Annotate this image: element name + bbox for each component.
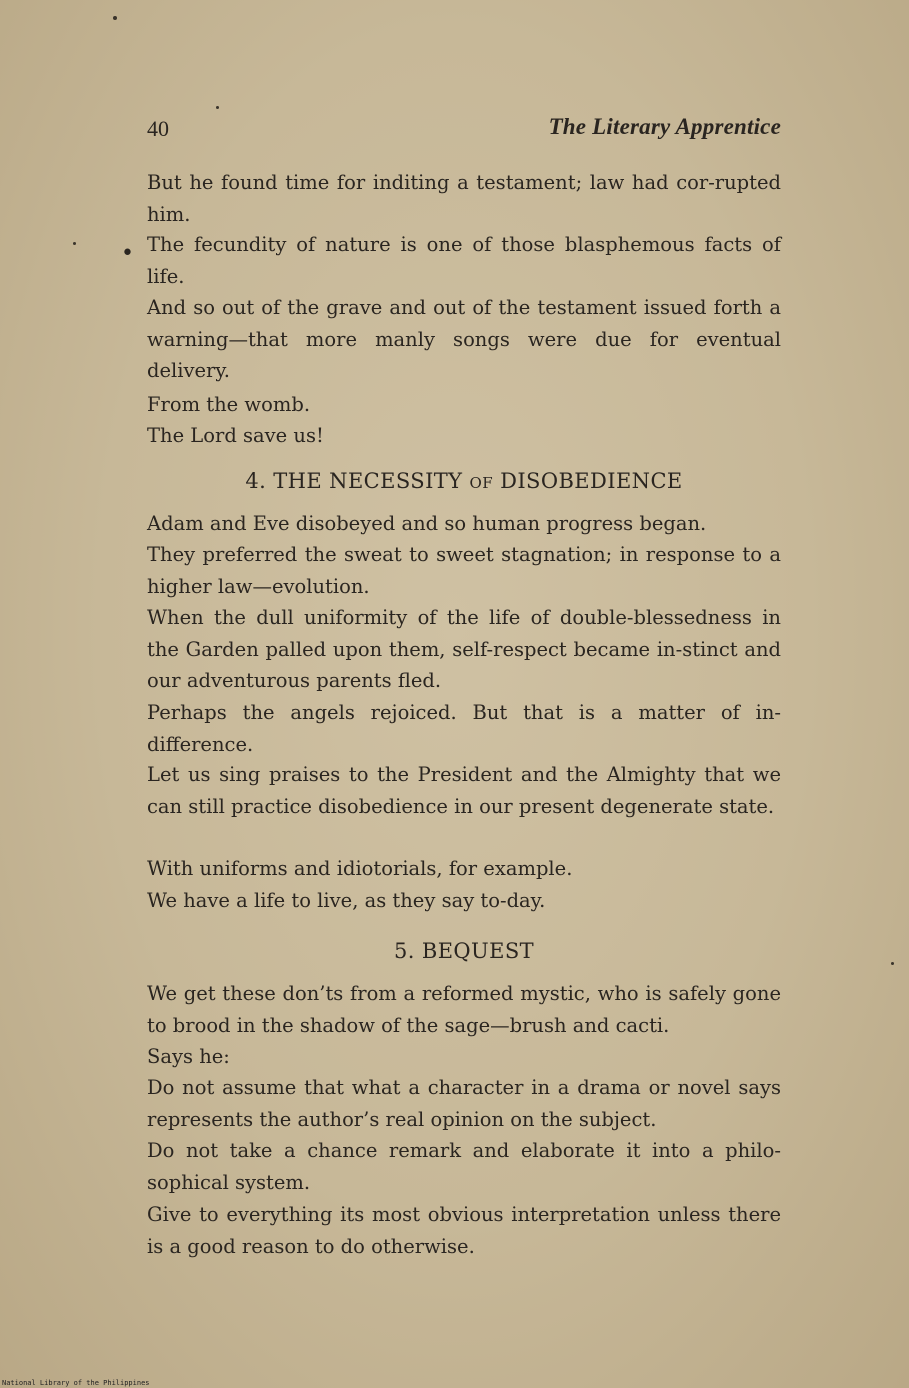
paragraph: With uniforms and idiotorials, for example. [147,857,573,880]
ink-speck [73,242,76,245]
section-number: 4. [245,469,267,493]
paragraph: But he found time for inditing a testament; law had cor-rupted him. [147,171,781,226]
paragraph: Says he: [147,1045,230,1068]
paragraph: And so out of the grave and out of the testament issued forth a warning—that more manly songs were due for eventual delivery. [147,296,781,382]
section-title: BEQUEST [421,939,535,963]
paragraph: They preferred the sweat to sweet stagnation; in response to a higher law—evolution. [147,543,781,598]
paragraph: Do not assume that what a character in a drama or novel says represents the author’s real opinion on the subject. [147,1076,781,1131]
ink-speck [113,16,117,20]
paragraph: The Lord save us! [147,424,324,447]
section-title: THE NECESSITY [273,469,463,493]
paragraph: Perhaps the angels rejoiced. But that is a matter of in-difference. [147,701,781,756]
page-header [147,112,781,148]
bullet-mark: • [121,241,134,266]
paragraph: From the womb. [147,393,311,416]
paragraph: Let us sing praises to the President and the Almighty that we can still practice disobedience in our present degenerate state. [147,763,781,818]
paragraph: When the dull uniformity of the life of double-blessedness in the Garden palled upon them, self-respect became in-stinct and our adventurous parents fled. [147,606,781,692]
ink-speck [891,962,894,965]
section-heading [147,469,781,493]
running-title: The Literary Apprentice [548,114,781,139]
section-heading [147,939,781,963]
ink-speck [216,106,219,109]
section-title-of: OF [469,474,494,492]
paragraph: Do not take a chance remark and elaborate it into a philo-sophical system. [147,1139,781,1194]
section-title-end: DISOBEDIENCE [500,469,683,493]
library-watermark: National Library of the Philippines [2,1379,150,1387]
paragraph: We get these don’ts from a reformed mystic, who is safely gone to brood in the shadow of the sage—brush and cacti. [147,982,781,1037]
page-number: 40 [147,116,169,141]
paragraph: Give to everything its most obvious interpretation unless there is a good reason to do otherwise. [147,1203,781,1258]
section-number: 5. [393,939,415,963]
paragraph: We have a life to live, as they say to-day. [147,889,546,912]
paragraph: The fecundity of nature is one of those blasphemous facts of life. [147,233,781,288]
paragraph: Adam and Eve disobeyed and so human progress began. [147,512,707,535]
